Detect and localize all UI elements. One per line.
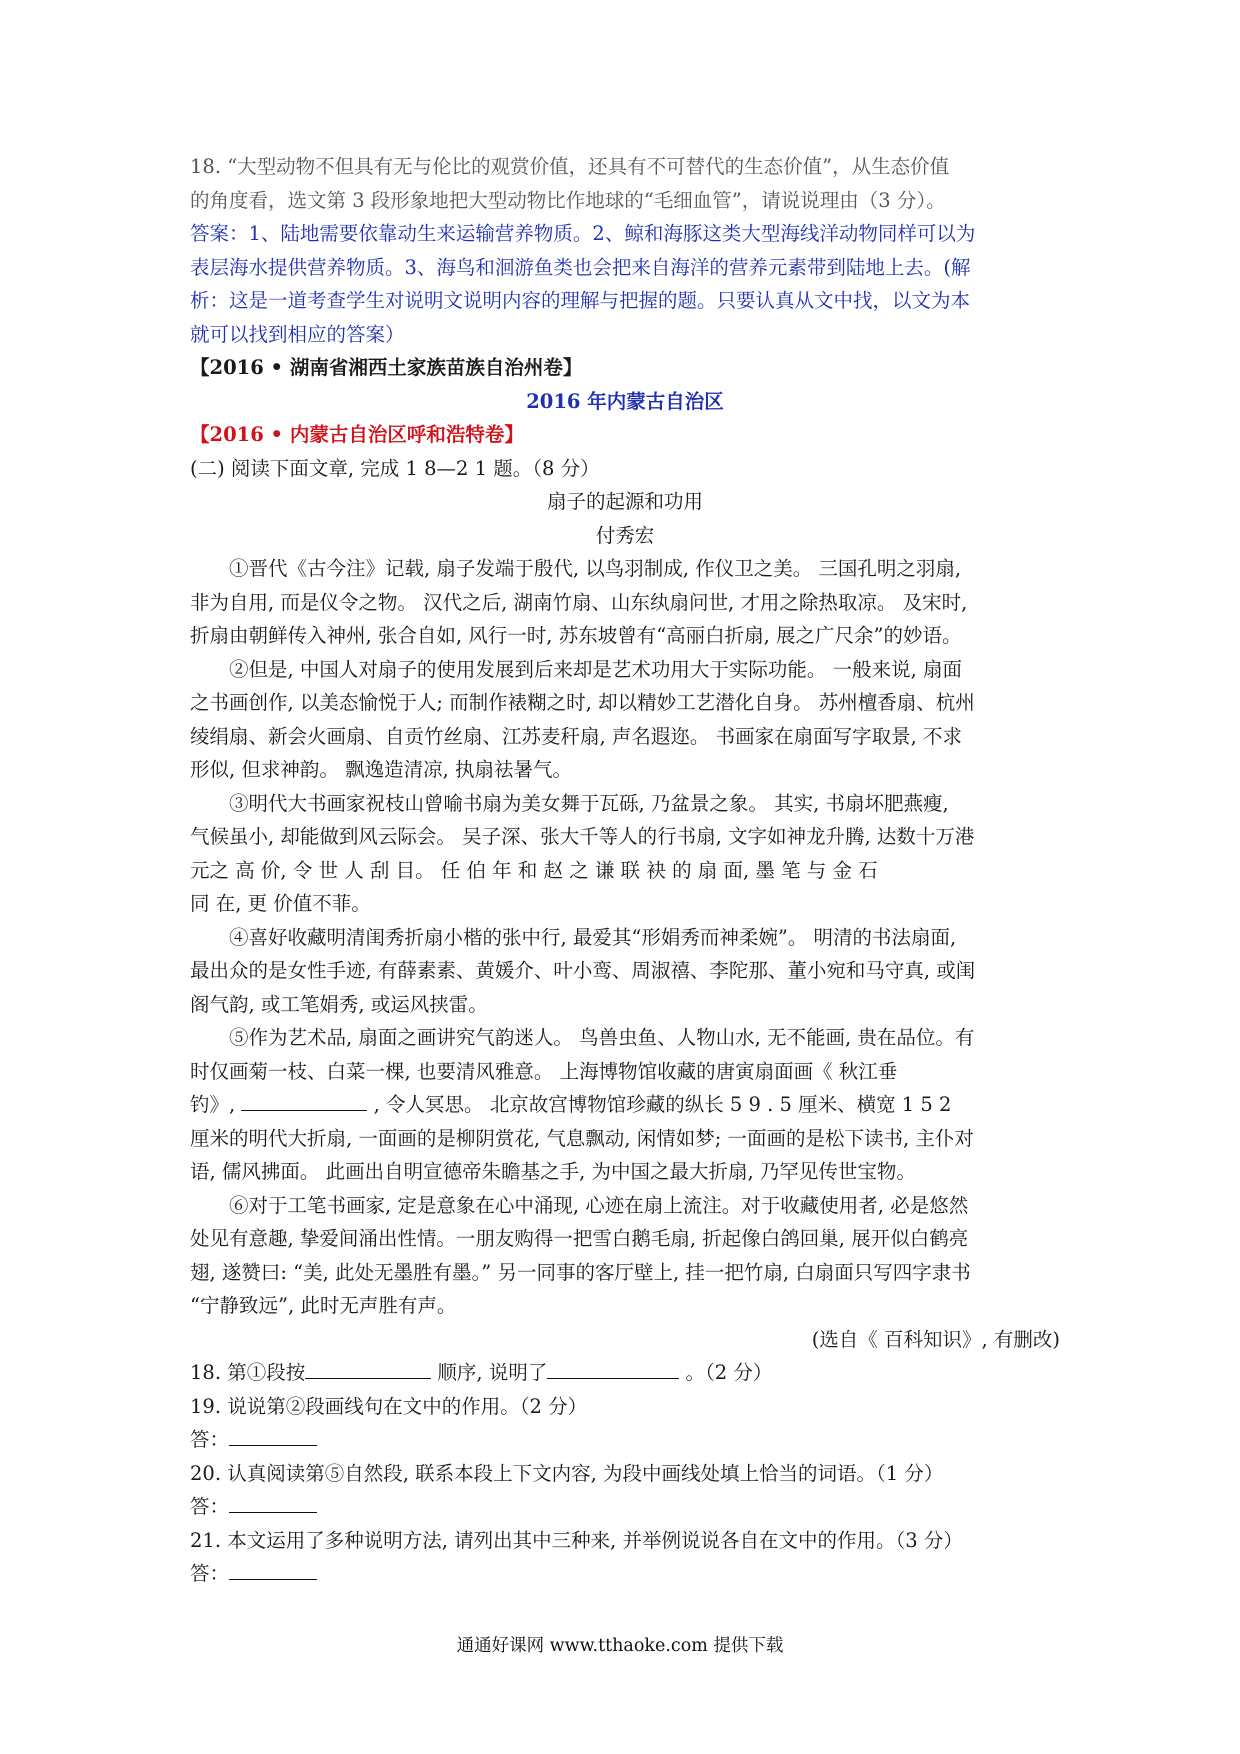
prev-answer-line: 就可以找到相应的答案） bbox=[190, 322, 405, 346]
paragraph-1-line: 折扇由朝鲜传入神州, 张合自如, 风行一时, 苏东坡曾有“高丽白折扇, 展之广尺余”的妙语。 bbox=[190, 624, 962, 647]
answer-label: 答： bbox=[190, 1562, 230, 1585]
paragraph-5-line bbox=[190, 1088, 1060, 1122]
document-page bbox=[190, 150, 1060, 1591]
fill-in-blank[interactable] bbox=[241, 1090, 367, 1111]
paragraph-6-line: “宁静致远”, 此时无声胜有声。 bbox=[190, 1294, 457, 1317]
section-title-inner-mongolia: 2016 年内蒙古自治区 bbox=[526, 389, 724, 413]
question-21: 21. 本文运用了多种说明方法, 请列出其中三种来, 并举例说说各自在文中的作用。（3 分） bbox=[190, 1528, 963, 1552]
paragraph-5-text: , 令人冥思。 北京故宫博物馆珍藏的纵长 5 9 . 5 厘米、横宽 1 5 2 bbox=[367, 1093, 952, 1116]
question-18-text: 顺序, 说明了 bbox=[437, 1361, 548, 1384]
answer-blank[interactable] bbox=[229, 1559, 317, 1580]
question-19: 19. 说说第②段画线句在文中的作用。（2 分） bbox=[190, 1394, 588, 1418]
answer-label: 答： bbox=[190, 1428, 230, 1451]
question-18-text: 。（2 分） bbox=[685, 1361, 773, 1384]
paragraph-2-line: ②但是, 中国人对扇子的使用发展到后来却是艺术功用大于实际功能。 一般来说, 扇面 bbox=[229, 657, 962, 681]
prev-answer-line: 表层海水提供营养物质。3、海鸟和洄游鱼类也会把来自海洋的营养元素带到陆地上去。(解 bbox=[190, 255, 971, 279]
paragraph-2-line: 之书画创作, 以美态愉悦于人; 而制作裱糊之时, 却以精妙工艺潜化自身。 苏州檀香扇、杭州 bbox=[190, 691, 975, 714]
paragraph-5-line: 时仅画菊一枝、白菜一棵, 也要清风雅意。 上海博物馆收藏的唐寅扇面画《 秋江垂 bbox=[190, 1059, 898, 1083]
paragraph-2-line: 绫绢扇、新会火画扇、自贡竹丝扇、江苏麦秆扇, 声名遐迩。 书画家在扇面写字取景, 不求 bbox=[190, 724, 962, 748]
paragraph-4-line: ④喜好收藏明清闺秀折扇小楷的张中行, 最爱其“形娟秀而神柔婉”。 明清的书法扇面, bbox=[229, 925, 957, 949]
section-header-hohhot: 【2016 • 内蒙古自治区呼和浩特卷】 bbox=[190, 423, 524, 446]
paragraph-3-line: 元之 高 价, 令 世 人 刮 目。 任 伯 年 和 赵 之 谦 联 袂 的 扇 面, 墨 笔 与 金 石 bbox=[190, 858, 878, 882]
paragraph-4-line: 最出众的是女性手迹, 有薛素素、黄媛介、叶小鸾、周淑禧、李陀那、董小宛和马守真, 或闺 bbox=[190, 959, 976, 982]
question-20: 20. 认真阅读第⑤自然段, 联系本段上下文内容, 为段中画线处填上恰当的词语。（1 分） bbox=[190, 1461, 944, 1485]
paragraph-6-line: 翅, 遂赞曰: “美, 此处无墨胜有墨。” 另一同事的客厅壁上, 挂一把竹扇, 白扇面只写四字隶书 bbox=[190, 1260, 971, 1284]
answer-line bbox=[190, 1490, 1060, 1524]
prev-question-18-line2: 的角度看，选文第 3 段形象地把大型动物比作地球的“毛细血管”，请说说理由（3 分）。 bbox=[190, 188, 946, 212]
paragraph-4-line: 阁气韵, 或工笔娟秀, 或运风挟雷。 bbox=[190, 992, 488, 1016]
prev-answer-line: 析：这是一道考查学生对说明文说明内容的理解与把握的题。只要认真从文中找，以文为本 bbox=[190, 289, 971, 312]
paragraph-6-line: 处见有意趣, 挚爱间涌出性情。一朋友购得一把雪白鹅毛扇, 折起像白鸽回巢, 展开似白鹤亮 bbox=[190, 1227, 969, 1250]
paragraph-5-line: 语, 儒风拂面。 此画出自明宣德帝朱瞻基之手, 为中国之最大折扇, 乃罕见传世宝物。 bbox=[190, 1160, 916, 1183]
answer-blank[interactable] bbox=[547, 1358, 679, 1379]
paragraph-5-line: 厘米的明代大折扇, 一面画的是柳阴赏花, 气息飘动, 闲情如梦; 一面画的是松下读书, 主仆对 bbox=[190, 1126, 974, 1150]
reading-intro: (二) 阅读下面文章, 完成 1 8—2 1 题。（8 分） bbox=[190, 456, 600, 480]
paragraph-1-line: 非为自用, 而是仪令之物。 汉代之后, 湖南竹扇、山东纨扇问世, 才用之除热取凉。 及宋时, bbox=[190, 590, 968, 614]
paragraph-3-line: 气候虽小, 却能做到风云际会。 吴子深、张大千等人的行书扇, 文字如神龙升腾, 达数十万港 bbox=[190, 825, 975, 848]
paragraph-3-line: ③明代大书画家祝枝山曾喻书扇为美女舞于瓦砾, 乃盆景之象。 其实, 书扇坏肥燕瘦, bbox=[229, 791, 949, 815]
question-18 bbox=[190, 1356, 1060, 1390]
answer-line bbox=[190, 1557, 1060, 1591]
page-footer: 通通好课网 www.tthaoke.com 提供下载 bbox=[456, 1636, 784, 1656]
paragraph-3-line: 同 在, 更 价值不菲。 bbox=[190, 892, 371, 915]
paragraph-5-line: ⑤作为艺术品, 扇面之画讲究气韵迷人。 鸟兽虫鱼、人物山水, 无不能画, 贵在品位。有 bbox=[229, 1026, 975, 1049]
article-author: 付秀宏 bbox=[595, 523, 655, 547]
answer-line bbox=[190, 1423, 1060, 1457]
prev-answer-line: 答案：1、陆地需要依靠动生来运输营养物质。2、鲸和海豚这类大型海线洋动物同样可以为 bbox=[190, 222, 976, 245]
paragraph-5-text: 钓》, bbox=[190, 1093, 242, 1116]
paragraph-6-line: ⑥对于工笔书画家, 定是意象在心中涌现, 心迹在扇上流注。对于收藏使用者, 必是悠然 bbox=[229, 1193, 969, 1217]
answer-label: 答： bbox=[190, 1495, 230, 1518]
answer-blank[interactable] bbox=[229, 1425, 317, 1446]
article-title: 扇子的起源和功用 bbox=[546, 490, 703, 513]
question-18-text: 18. 第①段按 bbox=[190, 1361, 306, 1384]
prev-question-18-line1: 18. “大型动物不但具有无与伦比的观赏价值，还具有不可替代的生态价值”，从生态价值 bbox=[190, 155, 950, 178]
answer-blank[interactable] bbox=[305, 1358, 431, 1379]
answer-blank[interactable] bbox=[229, 1492, 317, 1513]
article-source: (选自《 百科知识》, 有删改) bbox=[811, 1327, 1060, 1351]
paragraph-1-line: ①晋代《古今注》记载, 扇子发端于殷代, 以鸟羽制成, 作仪卫之美。 三国孔明之羽扇, bbox=[229, 557, 962, 580]
section-header-hunan: 【2016 • 湖南省湘西土家族苗族自治州卷】 bbox=[190, 356, 583, 379]
paragraph-2-line: 形似, 但求神韵。 飘逸造清凉, 执扇祛暑气。 bbox=[190, 758, 572, 781]
